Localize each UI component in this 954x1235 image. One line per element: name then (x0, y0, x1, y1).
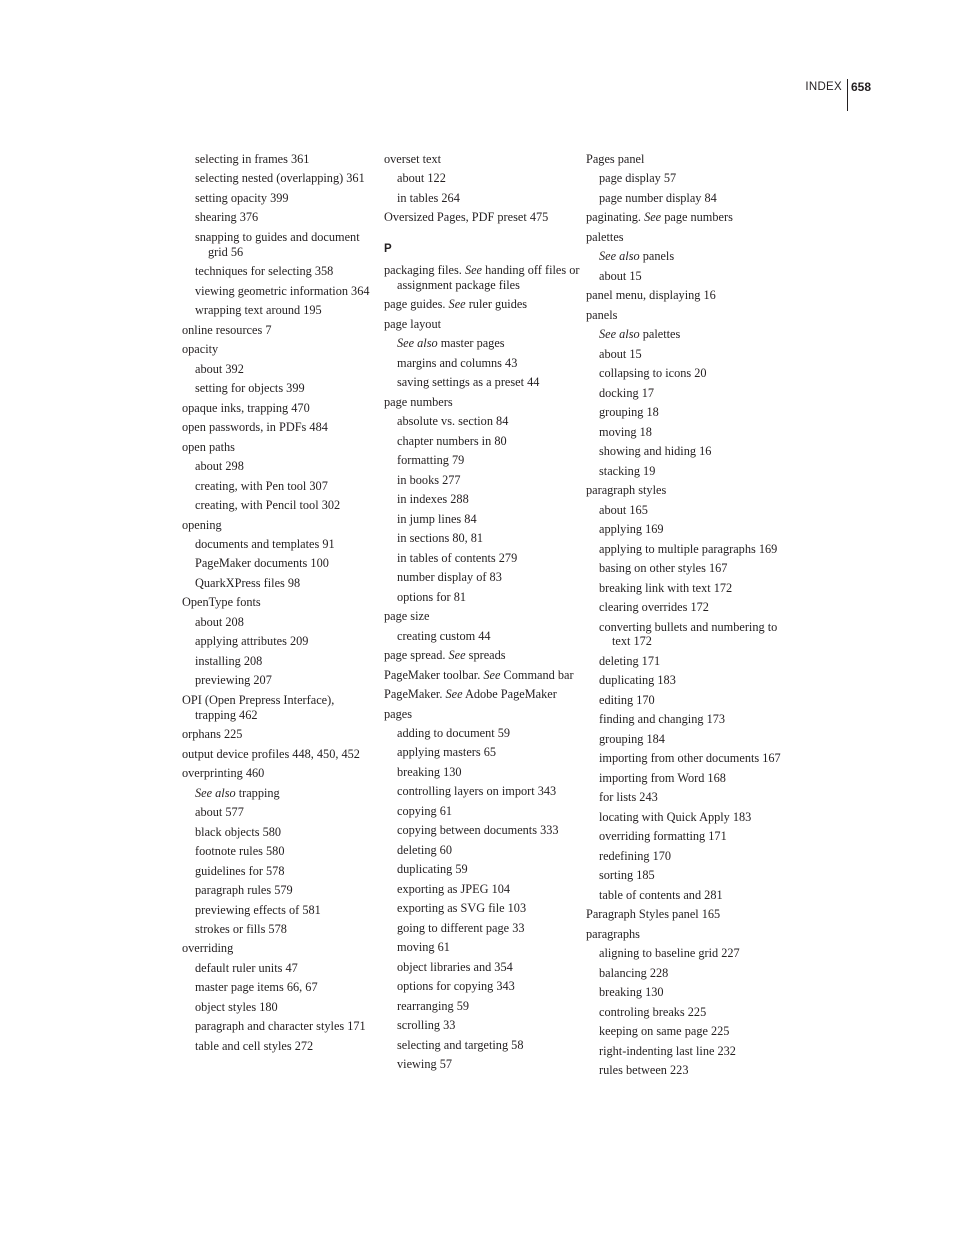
entry-text: breaking 130 (397, 764, 462, 779)
entry-text: page layout (384, 316, 442, 331)
index-subentry (182, 980, 378, 995)
entry-text: breaking 130 (599, 985, 664, 1000)
entry-text: overset text (384, 152, 442, 166)
index-subentry (384, 1018, 580, 1033)
index-subentry (586, 269, 782, 284)
index-entry (384, 648, 580, 663)
entry-text: balancing 228 (599, 965, 669, 980)
entry-text: opaque inks, trapping 470 (182, 400, 310, 415)
entry-text: sorting 185 (599, 868, 655, 883)
entry-text: importing from other documents 167 (599, 751, 781, 766)
entry-text: panels (639, 249, 675, 264)
index-entry (182, 941, 378, 956)
entry-text: in tables 264 (397, 190, 460, 205)
entry-text: page numbers (384, 394, 453, 409)
index-subentry (586, 425, 782, 440)
index-entry (182, 693, 378, 723)
index-subentry (586, 751, 782, 766)
index-subentry (586, 444, 782, 459)
entry-text: previewing 207 (195, 673, 272, 688)
index-subentry (586, 405, 782, 420)
cross-reference-label: See (445, 687, 463, 702)
index-subentry (182, 1039, 378, 1054)
index-entry (384, 317, 580, 332)
entry-text: trapping (235, 785, 280, 800)
running-header (0, 79, 954, 113)
index-subentry (384, 1057, 580, 1072)
entry-text: about 577 (195, 805, 244, 820)
index-entry (182, 595, 378, 610)
index-subentry (384, 453, 580, 468)
index-entry (182, 766, 378, 781)
index-subentry (586, 347, 782, 362)
cross-reference-label: See also (397, 336, 438, 351)
index-entry (182, 342, 378, 357)
index-entry (586, 230, 782, 245)
index-subentry (384, 823, 580, 838)
index-entry (586, 483, 782, 498)
entry-text: absolute vs. section 84 (397, 414, 509, 429)
index-subentry (586, 503, 782, 518)
entry-text: applying 169 (599, 522, 664, 537)
entry-text: deleting 60 (397, 842, 452, 857)
entry-text: in tables of contents 279 (397, 550, 518, 565)
page-number: 658 (851, 80, 872, 94)
entry-text: page numbers (661, 210, 733, 225)
entry-text: about 298 (195, 459, 244, 474)
entry-text: installing 208 (195, 653, 263, 668)
entry-text: adding to document 59 (397, 725, 511, 740)
index-subentry (586, 366, 782, 381)
entry-text: scrolling 33 (397, 1018, 456, 1033)
index-subentry (586, 1005, 782, 1020)
index-subentry (384, 375, 580, 390)
index-subentry (182, 152, 378, 167)
index-subentry (384, 901, 580, 916)
entry-text: right-indenting last line 232 (599, 1043, 736, 1058)
index-subentry (586, 771, 782, 786)
index-subentry (586, 985, 782, 1000)
index-entry (586, 907, 782, 922)
entry-text: grouping 18 (599, 405, 659, 420)
entry-text: viewing 57 (397, 1057, 452, 1072)
cross-reference-label: See (464, 263, 483, 278)
entry-text: controling breaks 225 (599, 1004, 707, 1019)
entry-text: table of contents and 281 (599, 887, 723, 902)
entry-text: applying masters 65 (397, 745, 497, 760)
entry-text: paginating. (586, 210, 645, 225)
index-entry (384, 152, 580, 167)
index-subentry (586, 581, 782, 596)
entry-text: in sections 80, 81 (397, 531, 484, 546)
entry-text: controlling layers on import 343 (397, 784, 557, 799)
index-subentry (384, 960, 580, 975)
index-subentry (586, 888, 782, 903)
index-entry (182, 518, 378, 533)
index-subentry (586, 966, 782, 981)
entry-text: docking 17 (599, 385, 654, 400)
index-subentry (586, 693, 782, 708)
index-subentry (182, 284, 378, 299)
entry-text: spreads (465, 648, 506, 663)
index-subentry (182, 191, 378, 206)
entry-text: palettes (639, 327, 681, 342)
entry-text: duplicating 59 (397, 862, 468, 877)
entry-text: Command bar (500, 667, 574, 682)
index-subentry (586, 673, 782, 688)
entry-text: panel menu, displaying 16 (586, 288, 716, 303)
index-subentry (384, 882, 580, 897)
header-divider (847, 79, 848, 111)
entry-text: OPI (Open Prepress Interface), trapping 462 (182, 692, 335, 722)
index-subentry (384, 979, 580, 994)
index-column-1 (182, 152, 378, 1058)
index-entry (384, 668, 580, 683)
index-subentry (182, 479, 378, 494)
entry-text: wrapping text around 195 (195, 303, 322, 318)
entry-text: Adobe PageMaker (462, 687, 557, 702)
index-subentry (182, 805, 378, 820)
entry-text: in indexes 288 (397, 492, 469, 507)
index-subentry (586, 600, 782, 615)
entry-text: applying attributes 209 (195, 634, 309, 649)
index-subentry (586, 522, 782, 537)
index-subentry (384, 171, 580, 186)
index-subentry (586, 386, 782, 401)
entry-text: selecting in frames 361 (195, 152, 310, 166)
index-subentry (586, 171, 782, 186)
entry-text: copying 61 (397, 803, 452, 818)
index-entry (384, 263, 580, 293)
entry-text: duplicating 183 (599, 673, 676, 688)
entry-text: about 208 (195, 614, 244, 629)
entry-text: paragraph and character styles 171 (195, 1019, 366, 1034)
entry-text: packaging files. (384, 263, 465, 278)
entry-text: about 15 (599, 346, 642, 361)
cross-reference-label: See also (599, 249, 640, 264)
entry-text: for lists 243 (599, 790, 658, 805)
entry-text: techniques for selecting 358 (195, 264, 334, 279)
index-subentry (384, 862, 580, 877)
entry-text: Paragraph Styles panel 165 (586, 907, 721, 922)
entry-text: master page items 66, 67 (195, 980, 318, 995)
entry-text: Pages panel (586, 152, 645, 166)
entry-text: locating with Quick Apply 183 (599, 809, 752, 824)
section-title: INDEX (805, 81, 842, 93)
entry-text: deleting 171 (599, 653, 661, 668)
index-subentry (586, 1063, 782, 1078)
entry-text: paragraph styles (586, 483, 667, 498)
cross-reference-label: See also (195, 785, 236, 800)
entry-text: page guides. (384, 297, 449, 312)
index-entry (586, 152, 782, 167)
entry-text: collapsing to icons 20 (599, 366, 707, 381)
entry-text: setting opacity 399 (195, 190, 289, 205)
index-subentry (384, 1038, 580, 1053)
index-subentry (384, 804, 580, 819)
entry-text: finding and changing 173 (599, 712, 726, 727)
index-subentry (586, 810, 782, 825)
entry-text: PageMaker. (384, 687, 446, 702)
entry-text: page number display 84 (599, 190, 717, 205)
entry-text: table and cell styles 272 (195, 1038, 314, 1053)
index-entry (384, 395, 580, 410)
index-subentry (182, 922, 378, 937)
entry-text: documents and templates 91 (195, 537, 335, 551)
entry-text: opacity (182, 342, 219, 357)
entry-text: open passwords, in PDFs 484 (182, 420, 328, 435)
index-subentry (182, 634, 378, 649)
entry-text: clearing overrides 172 (599, 600, 709, 615)
entry-text: QuarkXPress files 98 (195, 575, 301, 590)
index-subentry (182, 171, 378, 186)
entry-text: PageMaker documents 100 (195, 556, 329, 571)
index-subentry (384, 726, 580, 741)
index-subentry (182, 961, 378, 976)
entry-text: creating custom 44 (397, 628, 491, 643)
index-entry (182, 420, 378, 435)
entry-text: handing off files or assignment package files (397, 263, 580, 292)
index-subentry (384, 434, 580, 449)
index-subentry (182, 654, 378, 669)
index-subentry (182, 210, 378, 225)
entry-text: object styles 180 (195, 999, 278, 1014)
entry-text: rules between 223 (599, 1063, 689, 1078)
index-subentry (586, 1024, 782, 1039)
index-subentry (384, 629, 580, 644)
entry-text: importing from Word 168 (599, 770, 726, 785)
index-subentry (384, 551, 580, 566)
index-subentry (384, 921, 580, 936)
index-entry (586, 308, 782, 323)
entry-text: OpenType fonts (182, 595, 261, 610)
entry-text: formatting 79 (397, 453, 465, 468)
entry-text: open paths (182, 439, 235, 454)
index-subentry (384, 784, 580, 799)
index-subentry (586, 946, 782, 961)
entry-text: saving settings as a preset 44 (397, 375, 540, 390)
entry-text: default ruler units 47 (195, 960, 298, 975)
entry-text: breaking link with text 172 (599, 580, 733, 595)
entry-text: going to different page 33 (397, 920, 525, 935)
entry-text: editing 170 (599, 692, 655, 707)
index-subentry (182, 264, 378, 279)
entry-text: output device profiles 448, 450, 452 (182, 746, 360, 761)
entry-text: converting bullets and numbering to text 172 (599, 619, 778, 649)
entry-text: stacking 19 (599, 463, 656, 478)
entry-text: creating, with Pen tool 307 (195, 478, 328, 493)
entry-text: about 122 (397, 171, 446, 186)
entry-text: creating, with Pencil tool 302 (195, 498, 341, 513)
entry-text: number display of 83 (397, 570, 502, 585)
index-entry (182, 401, 378, 416)
index-entry (586, 210, 782, 225)
entry-text: strokes or fills 578 (195, 922, 287, 936)
entry-text: options for copying 343 (397, 979, 515, 994)
index-letter-heading (384, 242, 580, 257)
index-entry (182, 747, 378, 762)
index-entry (384, 297, 580, 312)
index-subentry (182, 362, 378, 377)
cross-reference-label: See (448, 297, 466, 312)
entry-text: overprinting 460 (182, 766, 265, 781)
entry-text: opening (182, 517, 222, 532)
index-subentry (384, 356, 580, 371)
index-subentry (182, 1019, 378, 1034)
index-entry (182, 323, 378, 338)
entry-text: setting for objects 399 (195, 381, 305, 396)
index-subentry (586, 849, 782, 864)
entry-text: margins and columns 43 (397, 355, 518, 370)
entry-text: paragraph rules 579 (195, 883, 293, 898)
index-subentry (384, 414, 580, 429)
index-subentry (182, 498, 378, 513)
entry-text: black objects 580 (195, 824, 282, 839)
index-subentry (586, 191, 782, 206)
index-subentry (384, 940, 580, 955)
entry-text: P (384, 243, 392, 256)
index-subentry (586, 712, 782, 727)
entry-text: options for 81 (397, 589, 466, 604)
index-subentry (384, 745, 580, 760)
index-subentry (586, 654, 782, 669)
entry-text: rearranging 59 (397, 998, 470, 1013)
index-entry (182, 727, 378, 742)
entry-text: moving 18 (599, 424, 652, 439)
index-subentry (384, 843, 580, 858)
index-subentry (586, 1044, 782, 1059)
entry-text: grouping 184 (599, 731, 665, 746)
index-subentry (586, 868, 782, 883)
index-entry (586, 288, 782, 303)
index-subentry (182, 844, 378, 859)
entry-text: basing on other styles 167 (599, 561, 728, 576)
index-subentry (586, 732, 782, 747)
cross-reference-label: See (483, 667, 501, 682)
entry-text: shearing 376 (195, 210, 259, 225)
index-subentry (586, 620, 782, 650)
entry-text: applying to multiple paragraphs 169 (599, 541, 778, 556)
index-column-3 (586, 152, 782, 1083)
entry-text: viewing geometric information 364 (195, 283, 370, 298)
index-subentry (182, 673, 378, 688)
entry-text: orphans 225 (182, 727, 243, 742)
index-subentry (384, 191, 580, 206)
entry-text: exporting as JPEG 104 (397, 881, 511, 896)
index-subentry (586, 542, 782, 557)
index-entry (384, 687, 580, 702)
index-subentry (586, 464, 782, 479)
index-entry (384, 707, 580, 722)
entry-text: overriding formatting 171 (599, 829, 727, 844)
entry-text: about 392 (195, 361, 244, 376)
index-subentry (384, 473, 580, 488)
entry-text: keeping on same page 225 (599, 1024, 730, 1039)
index-column-2 (384, 152, 580, 1077)
index-subentry (586, 790, 782, 805)
entry-text: master pages (437, 336, 505, 351)
index-subentry (384, 336, 580, 351)
entry-text: about 165 (599, 502, 648, 517)
entry-text: object libraries and 354 (397, 959, 513, 974)
entry-text: palettes (586, 229, 624, 244)
entry-text: selecting and targeting 58 (397, 1037, 524, 1052)
index-subentry (384, 492, 580, 507)
index-subentry (182, 786, 378, 801)
index-entry (182, 440, 378, 455)
entry-text: chapter numbers in 80 (397, 433, 507, 448)
entry-text: copying between documents 333 (397, 823, 559, 838)
entry-text: page spread. (384, 648, 449, 663)
cross-reference-label: See (448, 648, 466, 663)
index-subentry (384, 765, 580, 780)
index-subentry (182, 303, 378, 318)
entry-text: footnote rules 580 (195, 844, 285, 859)
entry-text: redefining 170 (599, 848, 672, 863)
entry-text: pages (384, 706, 412, 721)
index-subentry (182, 230, 378, 260)
index-entry (384, 609, 580, 624)
index-subentry (182, 825, 378, 840)
index-subentry (182, 381, 378, 396)
index-subentry (182, 615, 378, 630)
entry-text: page size (384, 609, 430, 624)
entry-text: ruler guides (465, 297, 528, 312)
entry-text: in books 277 (397, 472, 461, 487)
index-entry (586, 927, 782, 942)
cross-reference-label: See (644, 210, 662, 225)
entry-text: panels (586, 307, 618, 322)
index-subentry (586, 249, 782, 264)
entry-text: guidelines for 578 (195, 863, 285, 878)
index-subentry (384, 512, 580, 527)
index-subentry (586, 829, 782, 844)
index-subentry (384, 531, 580, 546)
index-subentry (182, 903, 378, 918)
index-subentry (182, 556, 378, 571)
entry-text: snapping to guides and document grid 56 (195, 229, 360, 259)
entry-text: previewing effects of 581 (195, 902, 321, 917)
index-subentry (182, 883, 378, 898)
entry-text: PageMaker toolbar. (384, 667, 484, 682)
index-subentry (182, 537, 378, 552)
index-subentry (384, 590, 580, 605)
entry-text: paragraphs (586, 926, 640, 941)
entry-text: in jump lines 84 (397, 511, 477, 526)
index-subentry (182, 864, 378, 879)
index-subentry (182, 459, 378, 474)
index-subentry (384, 570, 580, 585)
index-entry (384, 210, 580, 225)
entry-text: Oversized Pages, PDF preset 475 (384, 210, 549, 225)
entry-text: selecting nested (overlapping) 361 (195, 171, 365, 186)
index-subentry (586, 561, 782, 576)
index-subentry (182, 576, 378, 591)
entry-text: showing and hiding 16 (599, 444, 712, 459)
index-subentry (586, 327, 782, 342)
entry-text: exporting as SVG file 103 (397, 901, 527, 916)
index-subentry (384, 999, 580, 1014)
entry-text: aligning to baseline grid 227 (599, 946, 740, 961)
entry-text: moving 61 (397, 940, 450, 955)
entry-text: about 15 (599, 268, 642, 283)
index-subentry (182, 1000, 378, 1015)
cross-reference-label: See also (599, 327, 640, 342)
entry-text: page display 57 (599, 171, 677, 186)
entry-text: online resources 7 (182, 322, 272, 337)
entry-text: overriding (182, 941, 234, 956)
